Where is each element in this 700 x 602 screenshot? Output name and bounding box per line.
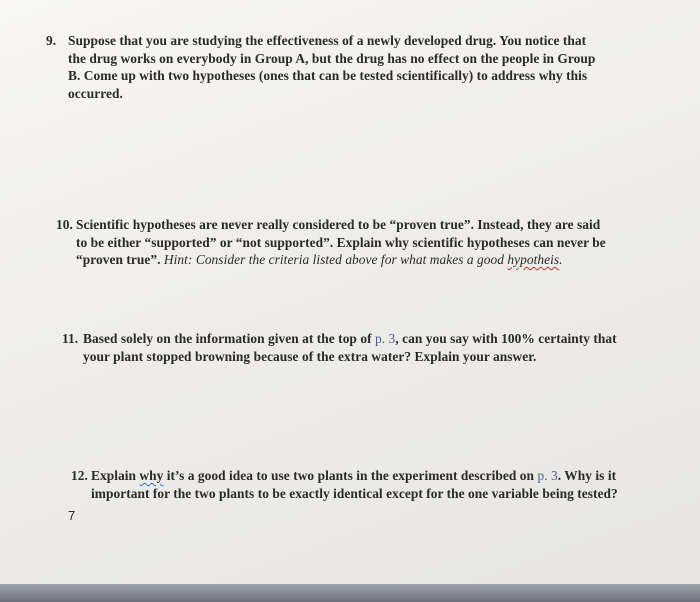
question-11 (62, 330, 617, 365)
question-number: 12. (71, 468, 88, 483)
question-12 (71, 467, 618, 502)
page-reference: p. 3 (374, 331, 396, 346)
question-line (76, 252, 563, 267)
question-line: the drug works on everybody in Group A, but the drug has no effect on the people in Group (68, 50, 596, 66)
hint-end: . (559, 252, 563, 267)
misspelled-word: hypotheis (507, 252, 560, 267)
text-run: Based solely on the information given at the top of (83, 331, 375, 346)
hint-text: Consider the criteria listed above for what makes a good (192, 252, 508, 267)
question-line: to be either “supported” or “not supported”. Explain why scientific hypotheses can never be (76, 234, 606, 250)
question-number: 11. (62, 331, 79, 346)
question-number: 10. (56, 217, 73, 232)
question-line: your plant stopped browning because of the extra water? Explain your answer. (83, 348, 537, 364)
proven-true-phrase: “proven true”. (76, 252, 164, 267)
question-text (76, 216, 616, 269)
page-number: 7 (68, 508, 76, 523)
grammar-flagged-word: why (139, 468, 164, 483)
question-line: occurred. (68, 85, 123, 101)
table-edge (0, 584, 700, 602)
question-line (83, 331, 617, 346)
question-line: important for the two plants to be exactly identical except for the one variable being tested? (91, 485, 618, 501)
question-line (91, 468, 616, 483)
question-number: 9. (46, 33, 57, 48)
page-reference: p. 3 (537, 468, 558, 483)
text-run: it’s a good idea to use two plants in the experiment described on (163, 468, 538, 483)
question-line: Suppose that you are studying the effectiveness of a newly developed drug. You notice that (68, 33, 587, 48)
question-10 (56, 216, 616, 269)
question-line: B. Come up with two hypotheses (ones that can be tested scientifically) to address why this (68, 68, 588, 83)
question-line: Scientific hypotheses are never really considered to be “proven true”. Instead, they are said (76, 217, 601, 232)
question-text (83, 330, 617, 365)
text-run: Explain (91, 468, 140, 483)
question-text (91, 467, 618, 502)
question-text (68, 32, 608, 102)
hint-label: Hint: (163, 252, 193, 267)
question-9 (46, 32, 608, 102)
text-run: , can you say with 100% certainty that (395, 331, 617, 346)
text-run: . Why is it (557, 468, 617, 483)
